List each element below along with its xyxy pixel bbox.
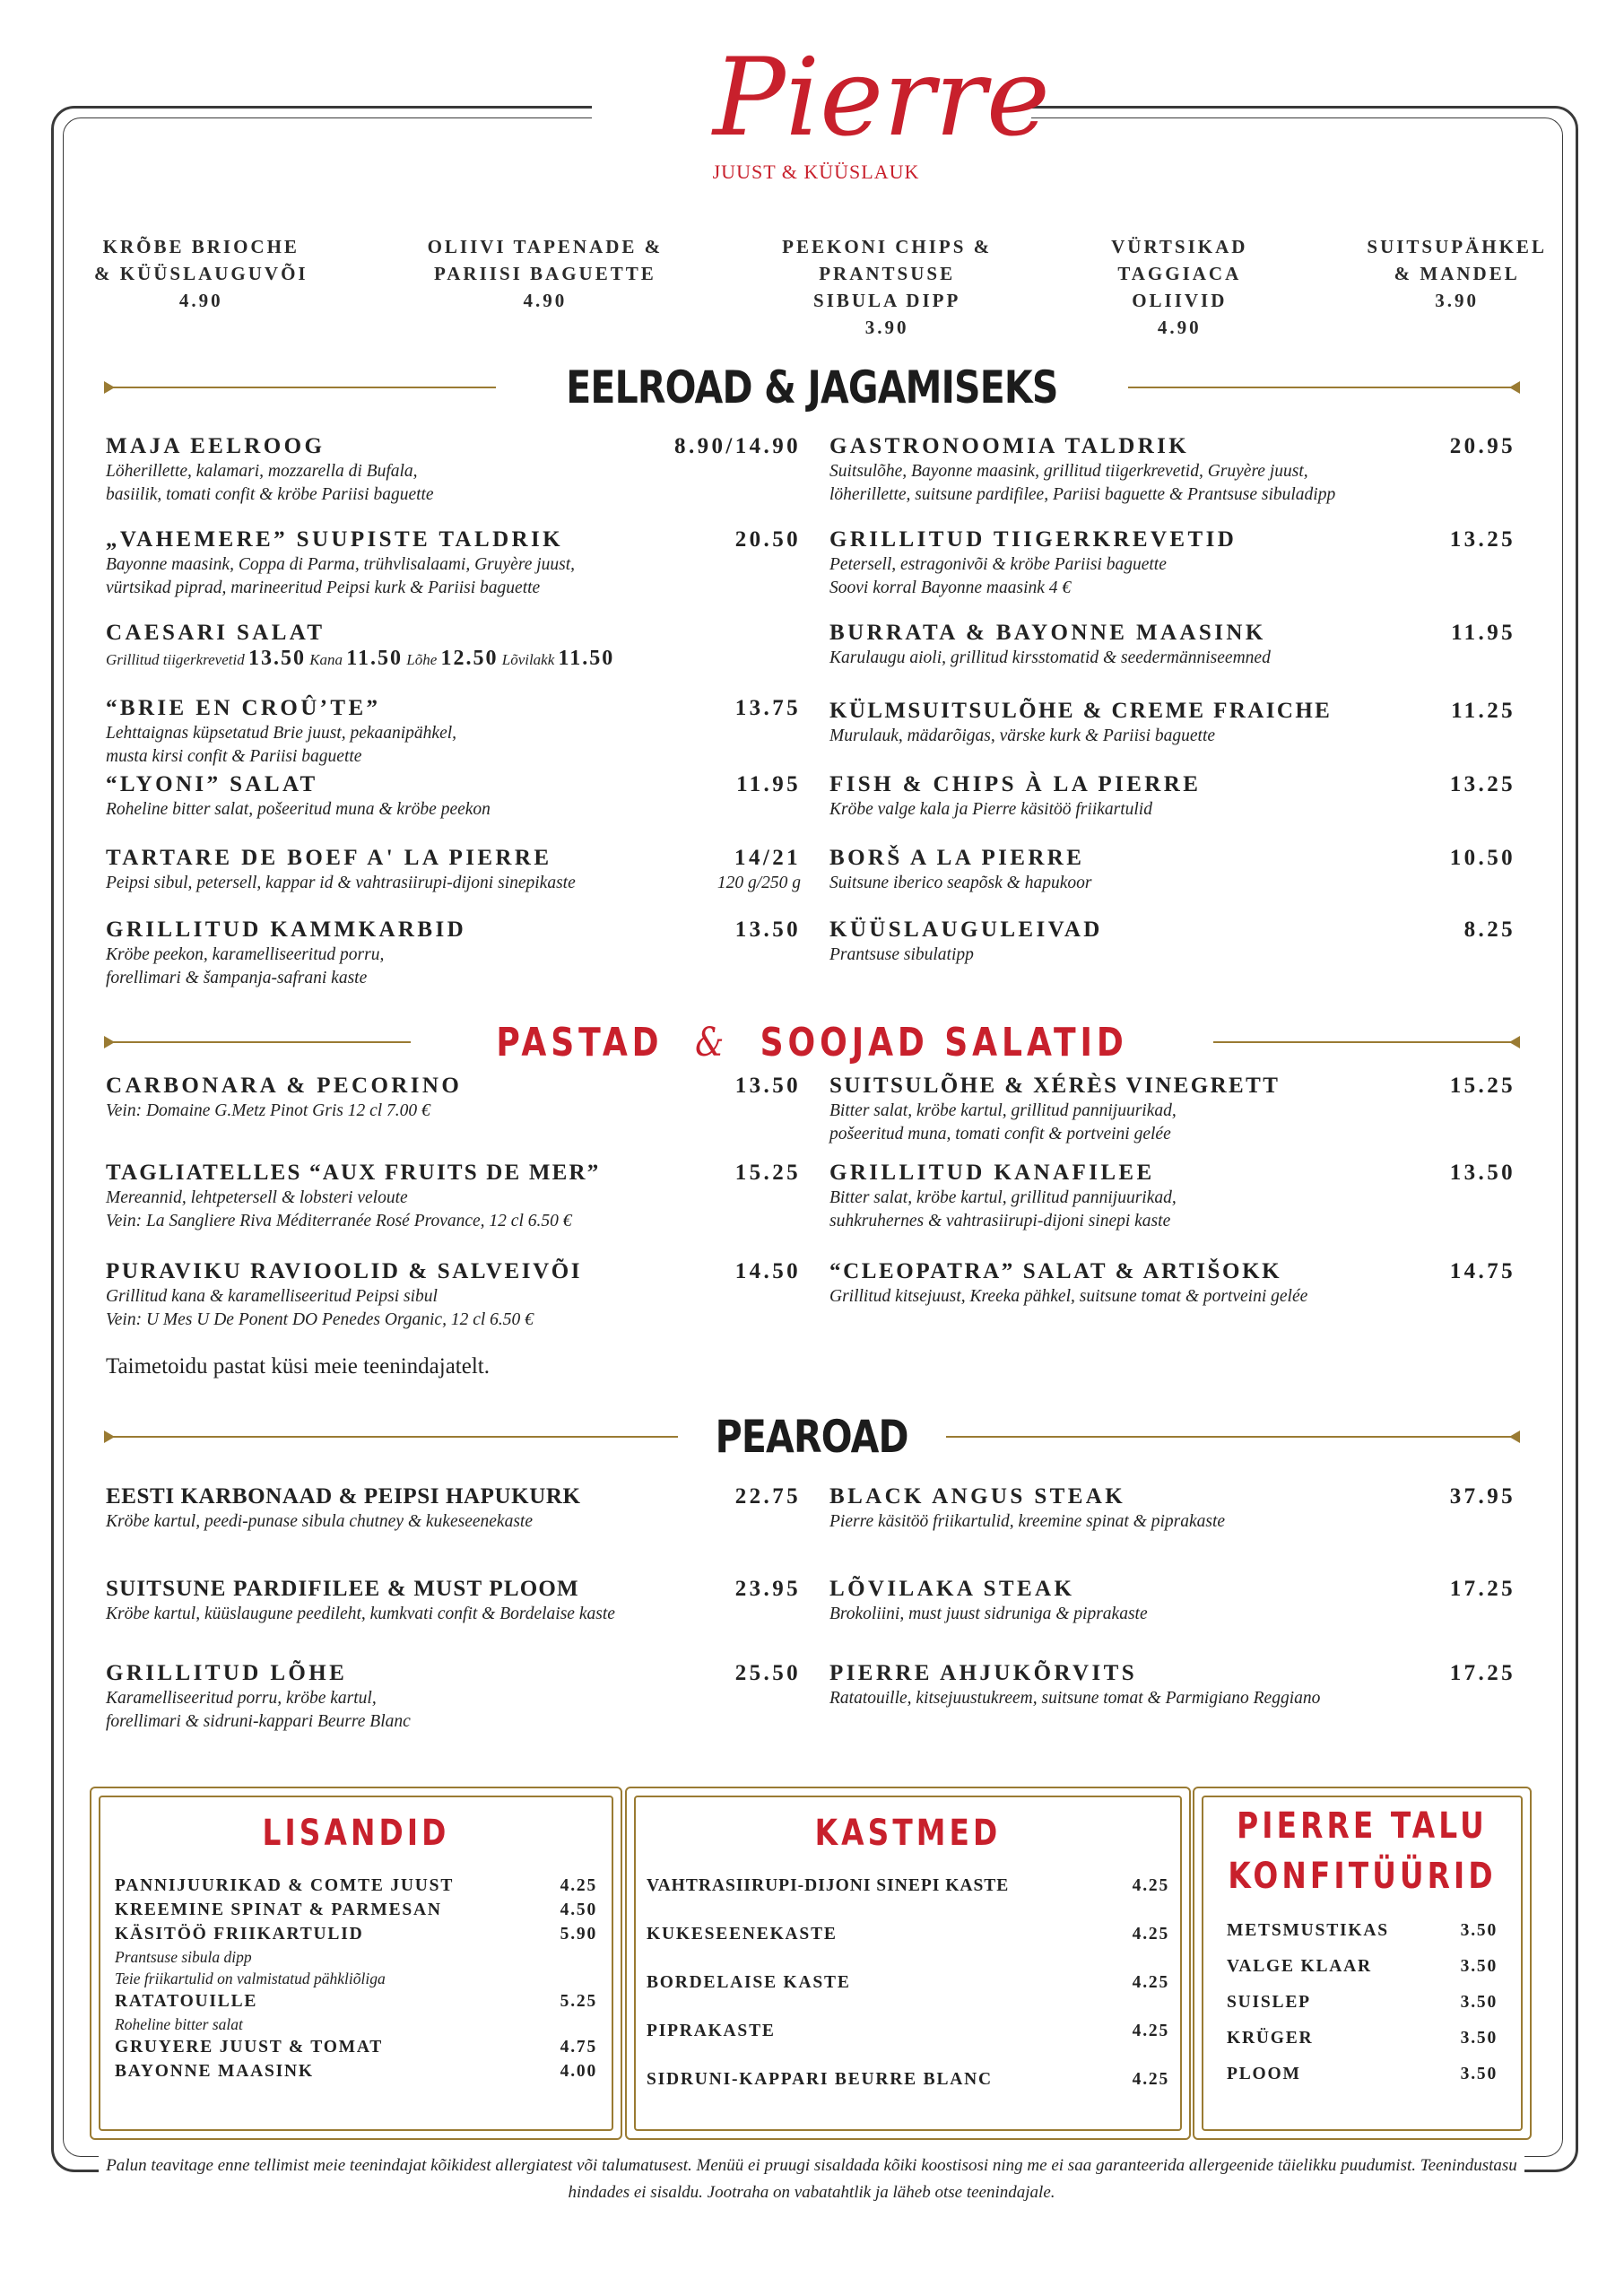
snack-price: 3.90: [1435, 290, 1480, 311]
side-name: GRUYERE JUUST & TOMAT: [115, 2038, 384, 2057]
item-price: 11.95: [736, 772, 801, 796]
snack-name: PEEKONI CHIPS & PRANTSUSE SIBULA DIPP: [782, 236, 993, 311]
item-name: CARBONARA & PECORINO: [106, 1074, 463, 1098]
item-price: 13.75: [734, 696, 801, 720]
side-price: 5.25: [560, 1992, 597, 2011]
snack-item: [94, 233, 308, 341]
caesar-price-chicken: 11.50: [346, 647, 403, 670]
item-price: 8.90/14.90: [674, 434, 801, 458]
snack-name: KRÕBE BRIOCHE & KÜÜSLAUGUVÕI: [94, 236, 308, 284]
list-item: [1227, 2062, 1498, 2086]
snack-name: VÜRTSIKAD TAGGIACA OLIIVID: [1111, 236, 1248, 311]
jam-price: 3.50: [1460, 1957, 1498, 1976]
item-name: “BRIE EN CROÛ’TE”: [106, 696, 381, 720]
menu-item: [829, 917, 1515, 967]
caesar-price-shrimp: 13.50: [248, 647, 306, 670]
sauce-price: 4.25: [1132, 2070, 1169, 2089]
menu-item: [106, 433, 801, 507]
jam-name: KRÜGER: [1227, 2029, 1314, 2048]
sauce-price: 4.25: [1132, 2022, 1169, 2040]
item-price: 13.50: [734, 918, 801, 942]
item-price: 14.75: [1449, 1259, 1515, 1283]
item-name: PIERRE AHJUKÕRVITS: [829, 1661, 1138, 1685]
menu-item: [829, 771, 1515, 822]
item-desc: Karulaugu aioli, grillitud kirsstomatid & seedermänniseemned: [829, 648, 1271, 667]
caesar-price-flank: 11.50: [558, 647, 615, 670]
item-name: GRILLITUD KANAFILEE: [829, 1161, 1155, 1185]
item-price: 13.50: [1449, 1161, 1515, 1185]
item-price: 20.50: [734, 527, 801, 552]
item-name: EESTI KARBONAAD & PEIPSI HAPUKURK: [106, 1484, 581, 1509]
item-desc: Kröbe peekon, karamelliseeritud porru, forellimari & šampanja-safrani kaste: [106, 945, 385, 987]
sides-box: [90, 1787, 622, 2140]
menu-item: [106, 526, 801, 600]
section-title-mains: PEAROAD: [715, 1411, 909, 1463]
divider-line-right: [1128, 387, 1518, 388]
side-price: 5.90: [560, 1925, 597, 1944]
item-price: 13.50: [734, 1074, 801, 1098]
item-price: 22.75: [734, 1484, 801, 1509]
sauce-price: 4.25: [1132, 1925, 1169, 1944]
sauce-name: BORDELAISE KASTE: [647, 1973, 851, 1992]
caesar-options: [106, 647, 801, 671]
menu-item: [106, 695, 801, 769]
item-desc: Roheline bitter salat, pošeeritud muna & kröbe peekon: [106, 800, 491, 819]
sides-title: LISANDID: [262, 1813, 450, 1854]
menu-item: [829, 1258, 1515, 1309]
menu-item: [106, 1483, 801, 1534]
snack-price: 3.90: [864, 317, 909, 338]
menu-item: [106, 917, 801, 990]
item-name: “CLEOPATRA” SALAT & ARTIŠOKK: [829, 1259, 1282, 1283]
item-price: 13.25: [1449, 772, 1515, 796]
menu-item: [829, 1483, 1515, 1534]
item-desc: Peipsi sibul, petersell, kappar id & vahtrasiirupi-dijoni sinepikaste: [106, 874, 576, 892]
menu-item: [829, 1160, 1515, 1233]
item-price: 15.25: [1449, 1074, 1515, 1098]
item-name: GRILLITUD KAMMKARBID: [106, 918, 467, 942]
item-desc: Kröbe valge kala ja Pierre käsitöö friikartulid: [829, 800, 1152, 819]
jams-list: [1227, 1918, 1498, 2086]
menu-item: [106, 845, 801, 895]
menu-item: [829, 1576, 1515, 1626]
item-price: 25.50: [734, 1661, 801, 1685]
item-desc: Lehttaignas küpsetatud Brie juust, pekaanipähkel, musta kirsi confit & Pariisi baguette: [106, 724, 457, 766]
list-item: [115, 1989, 597, 2013]
sauces-title: KASTMED: [814, 1813, 1002, 1854]
list-item: [1227, 2026, 1498, 2050]
snacks-row: [94, 233, 1547, 341]
side-name: KREEMINE SPINAT & PARMESAN: [115, 1900, 442, 1919]
side-name: KÄSITÖÖ FRIIKARTULID: [115, 1925, 364, 1944]
item-name: LÕVILAKA STEAK: [829, 1577, 1075, 1601]
jam-price: 3.50: [1460, 2065, 1498, 2083]
list-item: [115, 2035, 597, 2059]
item-price: 15.25: [734, 1161, 801, 1185]
caesar-price-salmon: 12.50: [440, 647, 499, 670]
list-item: [115, 1922, 597, 1946]
caesar-option-salmon: Lõhe: [406, 651, 438, 668]
item-desc: Löherillette, kalamari, mozzarella di Bufala, basiilik, tomati confit & kröbe Pariisi baguette: [106, 462, 434, 504]
jam-name: PLOOM: [1227, 2065, 1301, 2083]
item-name: KÜÜSLAUGULEIVAD: [829, 918, 1103, 942]
jam-name: SUISLEP: [1227, 1993, 1311, 2012]
snack-item: [428, 233, 664, 341]
list-item: [115, 1898, 597, 1922]
jam-price: 3.50: [1460, 1921, 1498, 1940]
item-desc: Pierre käsitöö friikartulid, kreemine spinat & piprakaste: [829, 1512, 1226, 1531]
item-name: KÜLMSUITSULÕHE & CREME FRAICHE: [829, 699, 1333, 723]
snack-price: 4.90: [1157, 317, 1202, 338]
jam-name: VALGE KLAAR: [1227, 1957, 1372, 1976]
menu-item: [106, 1660, 801, 1734]
logo-script: Pierre: [713, 36, 1050, 161]
item-name: GASTRONOOMIA TALDRIK: [829, 434, 1190, 458]
item-desc: Grillitud kitsejuust, Kreeka pähkel, suitsune tomat & portveini gelée: [829, 1287, 1308, 1306]
section-divider-starters: [106, 352, 1518, 423]
side-note: Prantsuse sibula dipp Teie friikartulid on valmistatud pähkliõliga: [115, 1948, 386, 1987]
menu-item: [829, 526, 1515, 600]
menu-item: [829, 433, 1515, 507]
divider-line-right: [1213, 1041, 1518, 1043]
sauces-list: [647, 1874, 1169, 2092]
snack-name: SUITSUPÄHKEL & MANDEL: [1367, 236, 1547, 284]
list-item: [647, 1922, 1169, 1946]
sauce-name: KUKESEENEKASTE: [647, 1925, 838, 1944]
item-price: 14.50: [734, 1259, 801, 1283]
list-item: [115, 2059, 597, 2083]
item-name: SUITSULÕHE & XÉRÈS VINEGRETT: [829, 1074, 1281, 1098]
item-desc: Suitsune iberico seapõsk & hapukoor: [829, 874, 1092, 892]
item-desc: Grillitud kana & karamelliseeritud Peipsi sibul Vein: U Mes U De Ponent DO Penedes Organic, 12 cl 6.50 €: [106, 1287, 534, 1329]
section-title-pasta: [483, 1020, 1142, 1065]
item-name: SUITSUNE PARDIFILEE & MUST PLOOM: [106, 1577, 579, 1601]
item-name: „VAHEMERE” SUUPISTE TALDRIK: [106, 527, 563, 552]
pierre-script-logo: [695, 18, 1050, 166]
caesar-option-shrimp: Grillitud tiigerkrevetid: [106, 651, 245, 668]
list-item: [1227, 1954, 1498, 1979]
item-desc: Murulauk, mädarõigas, värske kurk & Pariisi baguette: [829, 726, 1216, 745]
caesar-option-chicken: Kana: [309, 651, 343, 668]
item-name: MAJA EELROOG: [106, 434, 326, 458]
sauce-name: PIPRAKASTE: [647, 2022, 776, 2040]
list-item: [647, 1874, 1169, 1898]
sauce-name: SIDRUNI-KAPPARI BEURRE BLANC: [647, 2070, 993, 2089]
sauce-price: 4.25: [1132, 1876, 1169, 1895]
item-desc: Suitsulõhe, Bayonne maasink, grillitud tiigerkrevetid, Gruyère juust, löherillette, suitsune pardifilee, Pariisi baguette & Prantsuse sibuladipp: [829, 462, 1336, 504]
jams-title-line1: PIERRE TALU: [1237, 1805, 1488, 1847]
jam-name: METSMUSTIKAS: [1227, 1921, 1389, 1940]
item-desc: Ratatouille, kitsejuustukreem, suitsune tomat & Parmigiano Reggiano: [829, 1689, 1321, 1708]
section-divider-pasta: [106, 1006, 1518, 1078]
section-divider-mains: [106, 1401, 1518, 1473]
side-name: BAYONNE MAASINK: [115, 2062, 314, 2081]
list-item: [647, 1970, 1169, 1995]
sauces-box: [625, 1787, 1191, 2140]
side-name: RATATOUILLE: [115, 1992, 258, 2011]
divider-line-left: [106, 1436, 678, 1438]
list-item: [647, 2019, 1169, 2043]
item-desc: Bayonne maasink, Coppa di Parma, trühvlisalaami, Gruyère juust, vürtsikad piprad, marineeritud Peipsi kurk & Pariisi baguette: [106, 555, 576, 597]
list-item: [115, 1874, 597, 1898]
section-title-pasta-b: SOOJAD SALATID: [760, 1019, 1128, 1065]
snack-name: OLIIVI TAPENADE & PARIISI BAGUETTE: [427, 236, 664, 284]
item-desc: Prantsuse sibulatipp: [829, 945, 974, 964]
item-price: 17.25: [1449, 1577, 1515, 1601]
item-price: 20.95: [1449, 434, 1515, 458]
menu-item: [829, 1073, 1515, 1146]
jams-box: [1193, 1787, 1532, 2140]
sauce-price: 4.25: [1132, 1973, 1169, 1992]
item-desc: Brokoliini, must juust sidruniga & piprakaste: [829, 1605, 1148, 1623]
list-item: [1227, 1918, 1498, 1943]
divider-line-right: [946, 1436, 1518, 1438]
section-title-starters: EELROAD & JAGAMISEKS: [566, 361, 1058, 413]
item-price: 37.95: [1449, 1484, 1515, 1509]
menu-item: [829, 698, 1515, 748]
side-price: 4.50: [560, 1900, 597, 1919]
jam-price: 3.50: [1460, 2029, 1498, 2048]
item-name: BURRATA & BAYONNE MAASINK: [829, 621, 1266, 645]
menu-item: [829, 620, 1515, 670]
item-price: 17.25: [1449, 1661, 1515, 1685]
jam-price: 3.50: [1460, 1993, 1498, 2012]
menu-item-caesar: [106, 620, 801, 671]
side-name: PANNIJUURIKAD & COMTE JUUST: [115, 1876, 455, 1895]
item-desc: Mereannid, lehtpetersell & lobsteri veloute Vein: La Sangliere Riva Méditerranée Rosé Provance, 12 cl 6.50 €: [106, 1188, 572, 1231]
item-desc: Bitter salat, kröbe kartul, grillitud pannijuurikad, pošeeritud muna, tomati confit & portveini gelée: [829, 1101, 1177, 1144]
item-name: GRILLITUD LÕHE: [106, 1661, 348, 1685]
list-item: [647, 2067, 1169, 2092]
side-price: 4.00: [560, 2062, 597, 2081]
item-weight: 120 g/250 g: [716, 874, 801, 892]
item-price: 11.95: [1451, 621, 1515, 645]
item-desc: Petersell, estragonivõi & kröbe Pariisi baguette Soovi korral Bayonne maasink 4 €: [829, 555, 1167, 597]
item-name: FISH & CHIPS À LA PIERRE: [829, 772, 1202, 796]
side-price: 4.75: [560, 2038, 597, 2057]
divider-line-left: [106, 1041, 411, 1043]
item-name: PURAVIKU RAVIOOLID & SALVEIVÕI: [106, 1259, 583, 1283]
item-name: GRILLITUD TIIGERKREVETID: [829, 527, 1238, 552]
item-desc: Bitter salat, kröbe kartul, grillitud pannijuurikad, suhkruhernes & vahtrasiirupi-dijoni sinepi kaste: [829, 1188, 1177, 1231]
item-desc: Vein: Domaine G.Metz Pinot Gris 12 cl 7.00 €: [106, 1101, 430, 1120]
item-name: “LYONI” SALAT: [106, 772, 318, 796]
item-desc: Karamelliseeritud porru, kröbe kartul, forellimari & sidruni-kappari Beurre Blanc: [106, 1689, 411, 1731]
item-name: CAESARI SALAT: [106, 621, 326, 645]
snack-item: [1367, 233, 1547, 341]
divider-line-left: [106, 387, 496, 388]
menu-item: [106, 771, 801, 822]
sides-list: [115, 1874, 597, 2083]
item-price: 23.95: [734, 1577, 801, 1601]
item-price: 11.25: [1451, 699, 1515, 723]
logo: [682, 18, 1050, 193]
snack-price: 4.90: [523, 290, 568, 311]
allergy-footer-note: Palun teavitage enne tellimist meie teenindajat kõikidest allergiatest või talumatusest. Menüü ei pruugi sisaldada kõiki koostisosi ning me ei saa garanteerida allergeenide täielikku puudumist. Teenindustasu hindades ei sisaldu. Jootraha on vabatahtlik ja läheb otse teenindajale.: [99, 2152, 1524, 2206]
menu-item: [106, 1258, 801, 1332]
side-price: 4.25: [560, 1876, 597, 1895]
item-price: 10.50: [1449, 846, 1515, 870]
side-note: Roheline bitter salat: [115, 2015, 243, 2033]
menu-item: [106, 1160, 801, 1233]
item-name: TARTARE DE BOEF A' LA PIERRE: [106, 846, 552, 870]
item-desc: Kröbe kartul, peedi-punase sibula chutney & kukeseenekaste: [106, 1512, 533, 1531]
caesar-option-flank: Lõvilakk: [501, 651, 555, 668]
item-price: 8.25: [1463, 918, 1515, 942]
vegetarian-note: Taimetoidu pastat küsi meie teenindajatelt.: [106, 1354, 490, 1378]
menu-item: [829, 1660, 1515, 1710]
jams-title-line2: KONFITÜÜRID: [1228, 1856, 1497, 1897]
list-item: [1227, 1990, 1498, 2014]
snack-price: 4.90: [178, 290, 223, 311]
snack-item: [1111, 233, 1247, 341]
logo-tagline: JUUST & KÜÜSLAUK: [712, 161, 920, 183]
menu-item: [106, 1073, 801, 1123]
item-price: 13.25: [1449, 527, 1515, 552]
item-price: 14/21: [734, 846, 801, 870]
section-title-pasta-a: PASTAD: [496, 1019, 664, 1065]
item-desc: Kröbe kartul, küüslaugune peedileht, kumkvati confit & Bordelaise kaste: [106, 1605, 615, 1623]
menu-item: [106, 1576, 801, 1626]
section-title-pasta-amp: &: [695, 1019, 729, 1065]
item-name: BORŠ A LA PIERRE: [829, 846, 1085, 870]
sauce-name: VAHTRASIIRUPI-DIJONI SINEPI KASTE: [647, 1876, 1010, 1895]
item-name: BLACK ANGUS STEAK: [829, 1484, 1126, 1509]
menu-item: [829, 845, 1515, 895]
item-name: TAGLIATELLES “AUX FRUITS DE MER”: [106, 1161, 601, 1185]
snack-item: [782, 233, 992, 341]
